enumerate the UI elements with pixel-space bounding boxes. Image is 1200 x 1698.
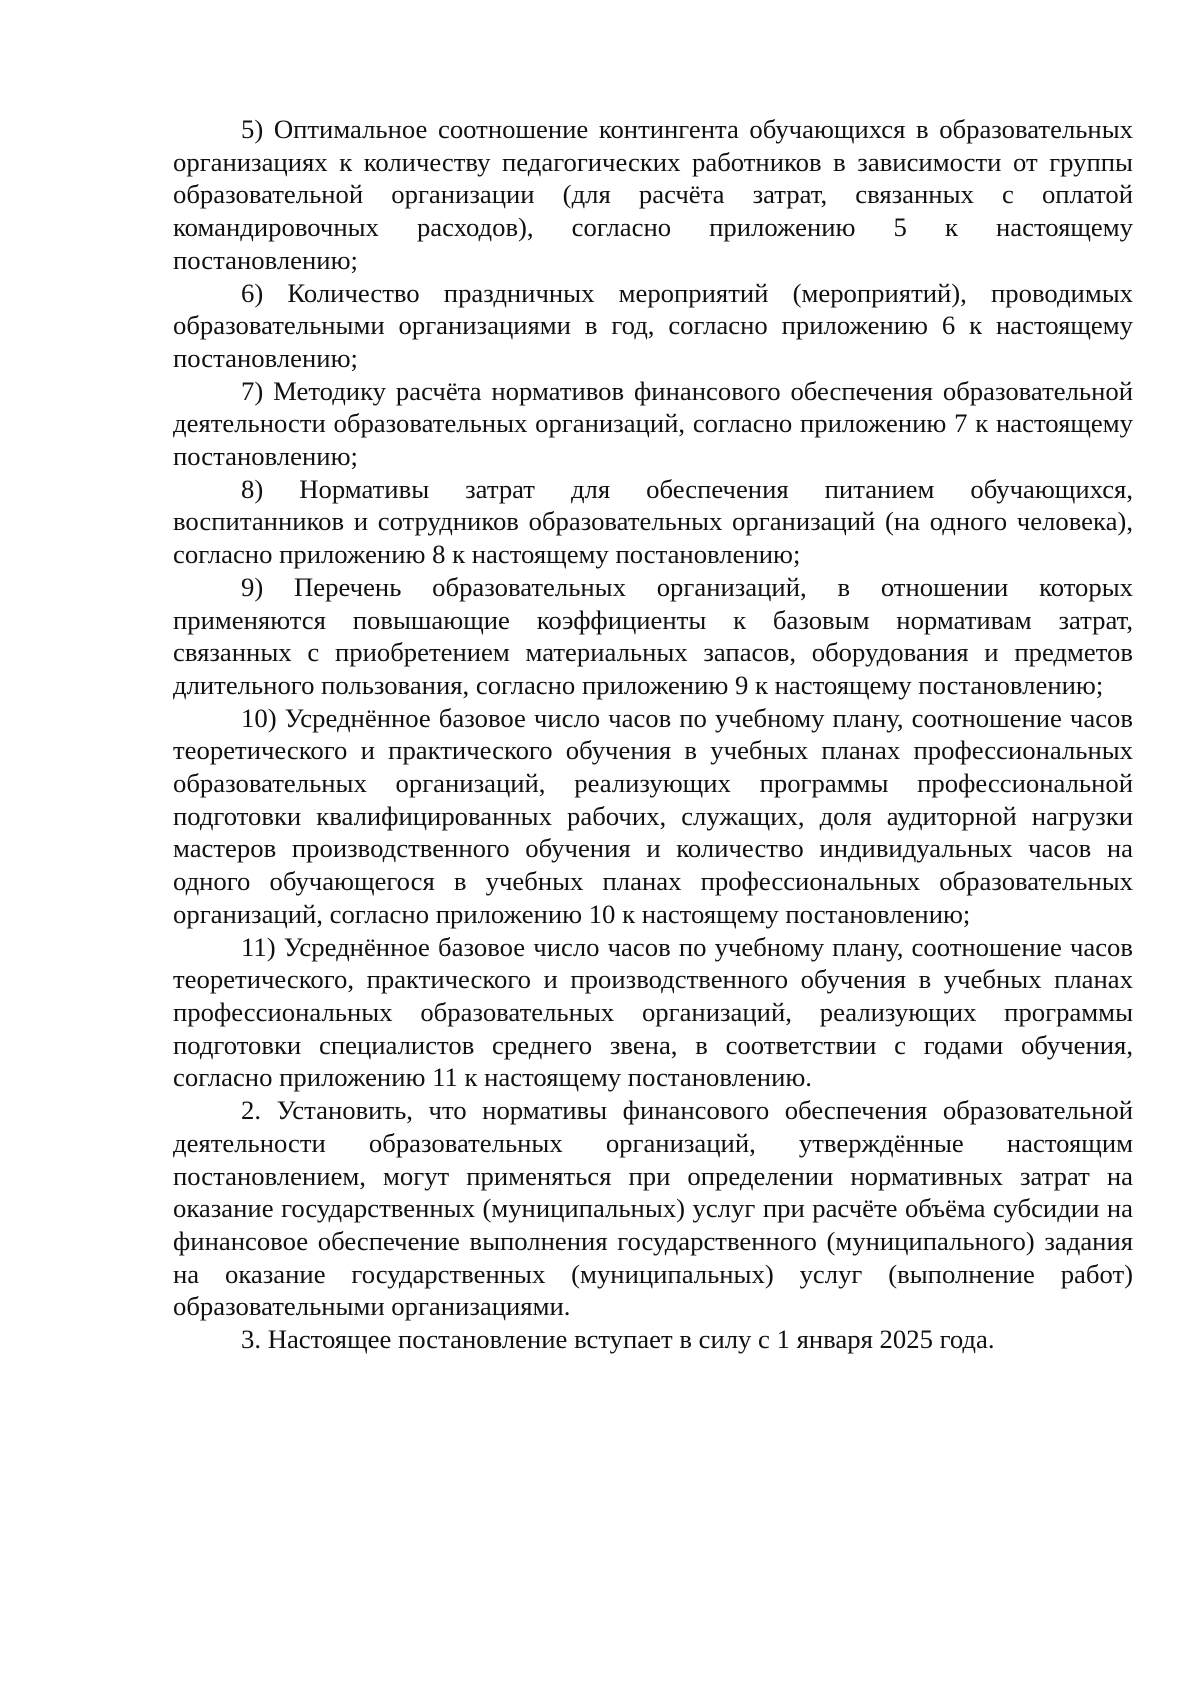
paragraph-item-7: 7) Методику расчёта нормативов финансового обеспечения образовательной деятельности образовательных организаций, согласно приложению 7 к настоящему постановлению; [173, 375, 1133, 472]
paragraph-item-6: 6) Количество праздничных мероприятий (мероприятий), проводимых образовательными организациями в год, согласно приложению 6 к настоящему постановлению; [173, 277, 1133, 373]
paragraph-item-9: 9) Перечень образовательных организаций, в отношении которых применяются повышающие коэффициенты к базовым нормативам затрат, связанных с приобретением материальных запасов, оборудования и предметов длительного пользования, согласно приложению 9 к настоящему постановлению; [173, 571, 1133, 700]
paragraph-item-10: 10) Усреднённое базовое число часов по учебному плану, соотношение часов теоретического и практического обучения в учебных планах профессиональных образовательных организаций, реализующих программы профессиональной подготовки квалифицированных рабочих, служащих, доля аудиторной нагрузки мастеров производственного обучения и количество индивидуальных часов на одного обучающегося в учебных планах профессиональных образовательных организаций, согласно приложению 10 к настоящему постановлению; [173, 702, 1133, 929]
paragraph-item-8: 8) Нормативы затрат для обеспечения питанием обучающихся, воспитанников и сотрудников образовательных организаций (на одного человека), согласно приложению 8 к настоящему постановлению; [173, 473, 1133, 570]
paragraph-item-5: 5) Оптимальное соотношение контингента обучающихся в образовательных организациях к количеству педагогических работников в зависимости от группы образовательной организации (для расчёта затрат, связанных с оплатой командировочных расходов), согласно приложению 5 к настоящему постановлению; [173, 114, 1133, 275]
paragraph-clause-3: 3. Настоящее постановление вступает в силу с 1 января 2025 года. [241, 1324, 995, 1355]
paragraph-clause-2: 2. Установить, что нормативы финансового обеспечения образовательной деятельности образовательных организаций, утверждённые настоящим постановлением, могут применяться при определении нормативных затрат на оказание государственных (муниципальных) услуг при расчёте объёма субсидии на финансовое обеспечение выполнения государственного (муниципального) задания на оказание государственных (муниципальных) услуг (выполнение работ) образовательными организациями. [173, 1095, 1133, 1322]
paragraph-item-11: 11) Усреднённое базовое число часов по учебному плану, соотношение часов теоретического, практического и производственного обучения в учебных планах профессиональных образовательных организаций, реализующих программы подготовки специалистов среднего звена, в соответствии с годами обучения, согласно приложению 11 к настоящему постановлению. [173, 931, 1133, 1093]
document-body [173, 113, 1133, 1356]
